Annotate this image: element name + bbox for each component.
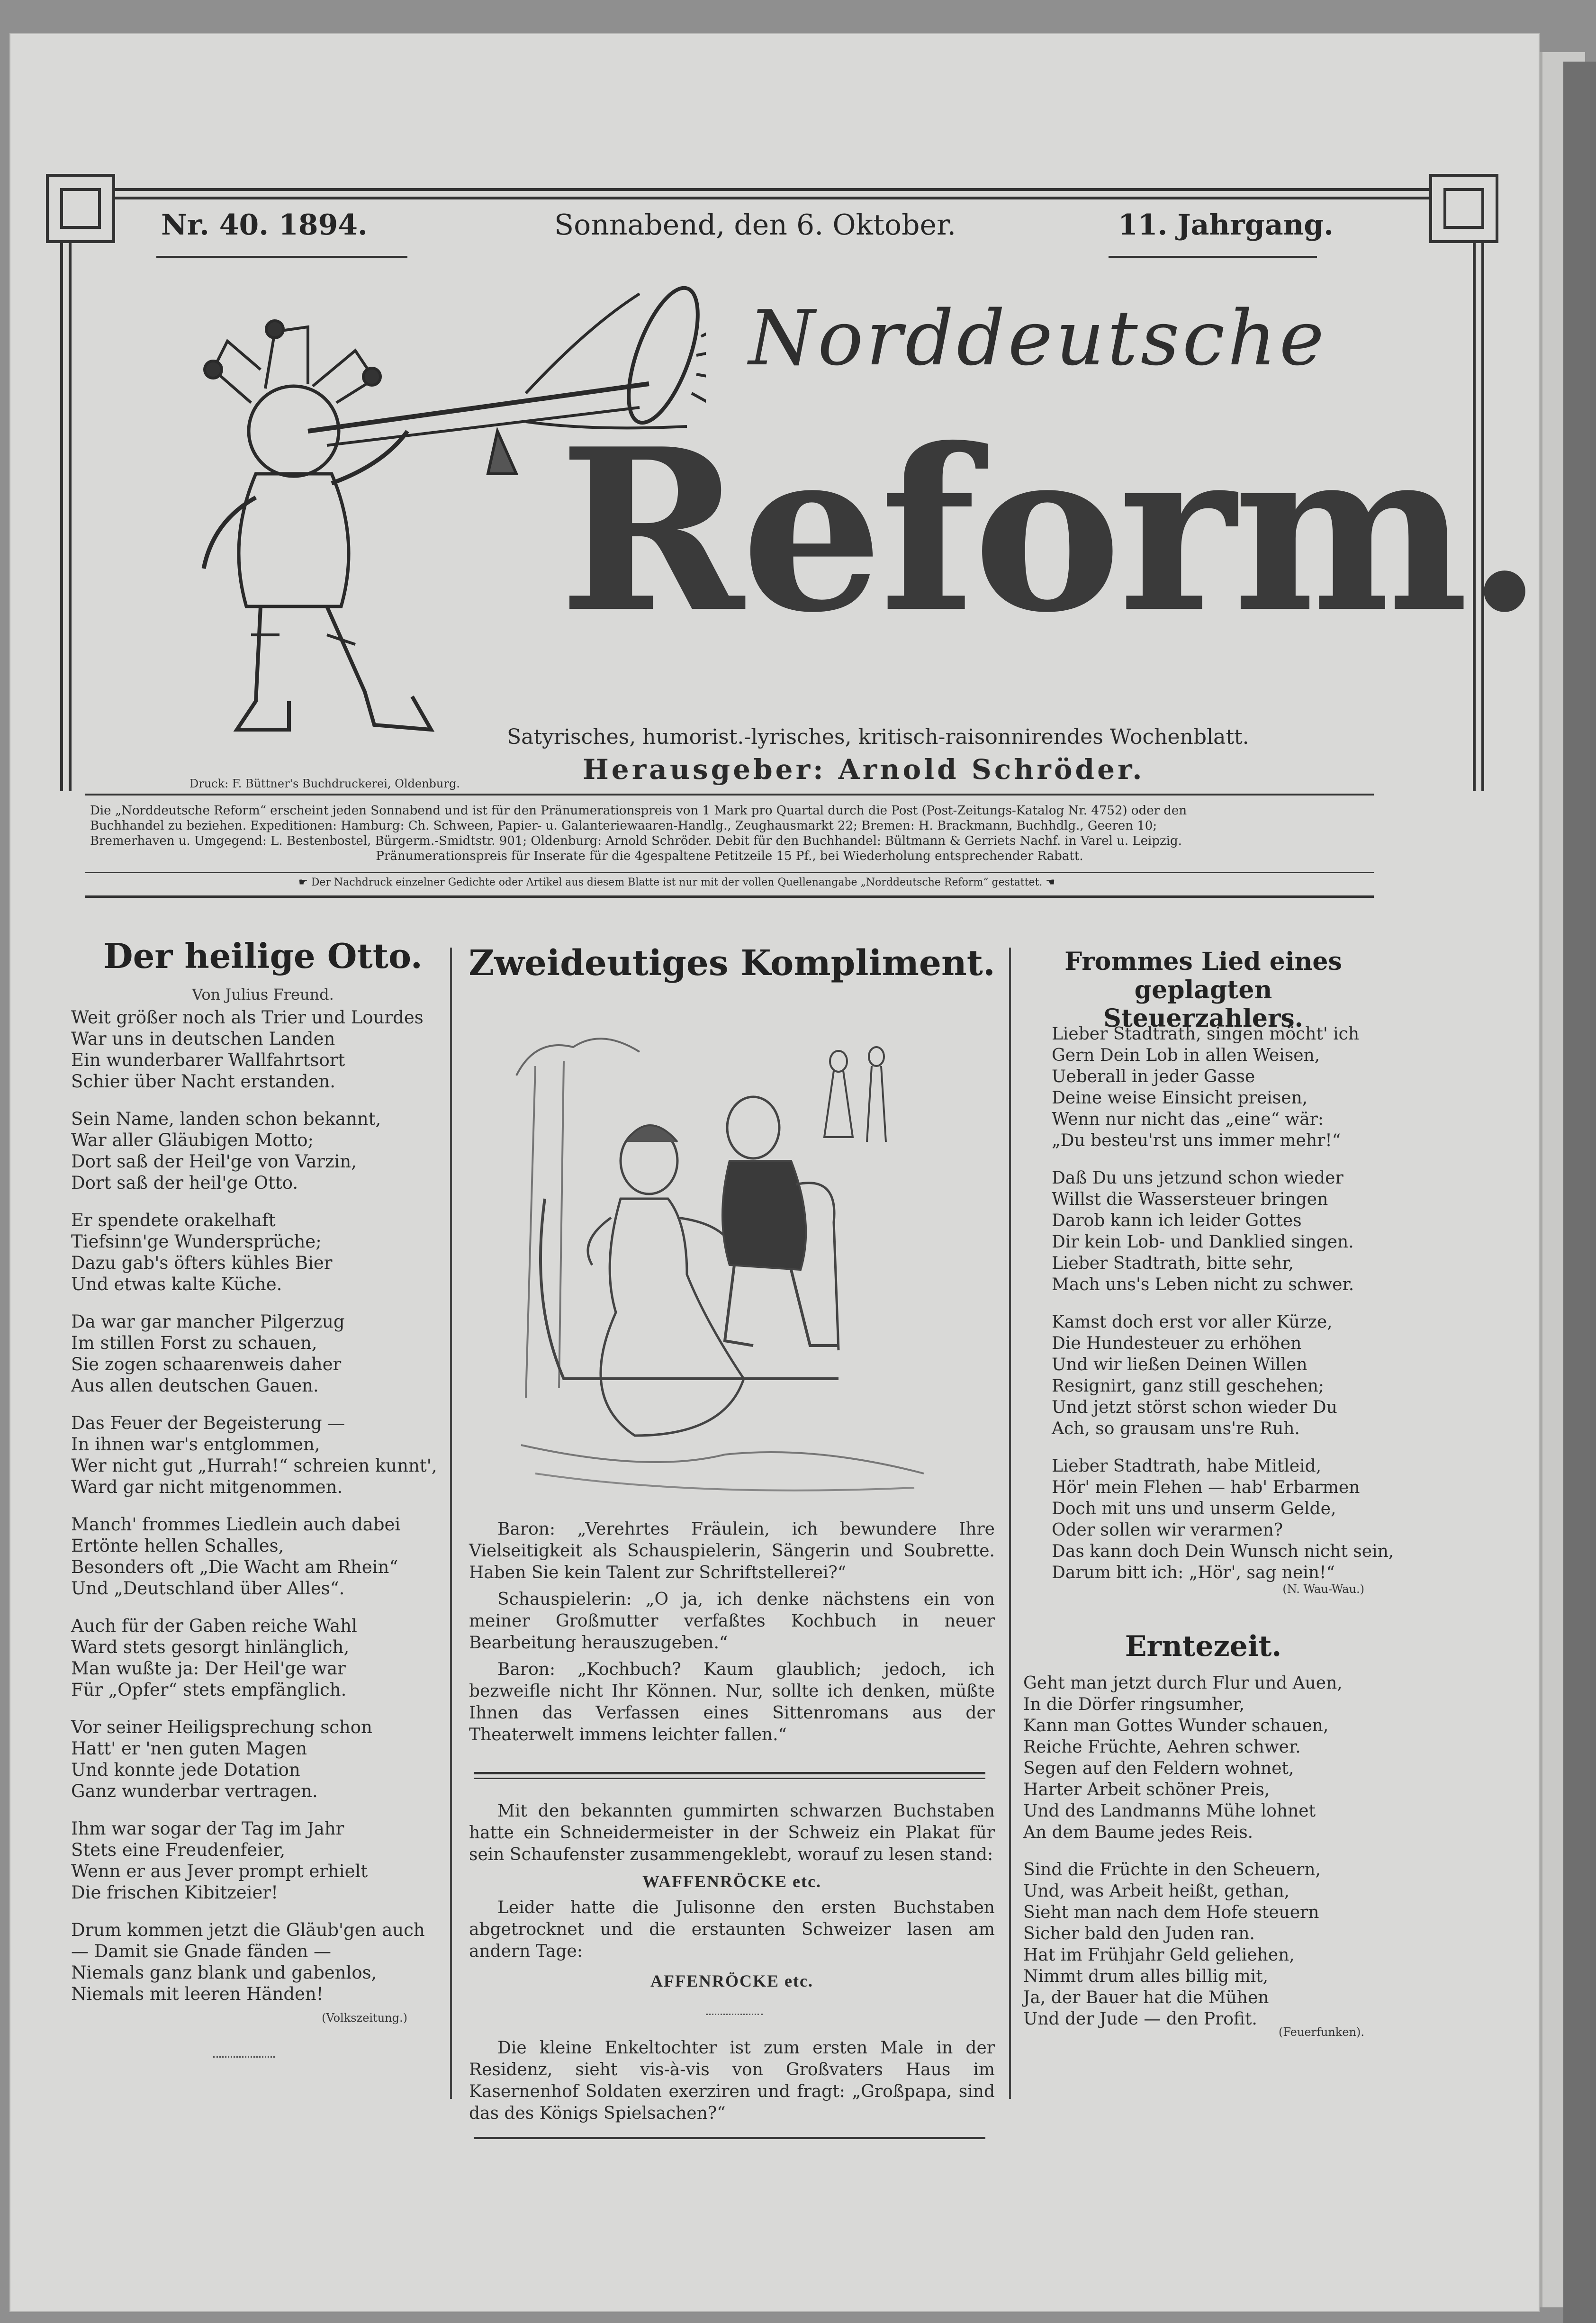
printer-credit: Druck: F. Büttner's Buchdruckerei, Oldenburg.: [189, 777, 460, 790]
poem-line: Oder sollen wir verarmen?: [1052, 1520, 1283, 1540]
col2-separator-bottom: [474, 2137, 985, 2139]
column-rule-2: [1009, 948, 1011, 2099]
poem-line: War aller Gläubigen Motto;: [71, 1130, 314, 1150]
poem-line: Und jetzt störst schon wieder Du: [1052, 1398, 1337, 1417]
poem-line: Und etwas kalte Küche.: [71, 1274, 282, 1294]
separator-ornament: [706, 2014, 763, 2016]
poem-line: Nimmt drum alles billig mit,: [1023, 1967, 1269, 1986]
poem-line: Und konnte jede Dotation: [71, 1760, 300, 1780]
poem-stanza: [71, 1412, 445, 1498]
title-main: Reform.: [559, 400, 1541, 661]
subscription-notice: [90, 803, 1369, 864]
dialogue-paragraph: Schauspielerin: „O ja, ich denke nächstens ein von meiner Großmutter verfaßtes Kochbuch in neuer Bearbeitung herauszugeben.“: [469, 1590, 995, 1653]
poem-line: — Damit sie Gnade fänden —: [71, 1941, 332, 1961]
poem-line: Ganz wunderbar vertragen.: [71, 1781, 318, 1801]
poem-stanza: [71, 1717, 445, 1802]
volume-underline: [1109, 256, 1317, 258]
poem-line: Für „Opfer“ stets empfänglich.: [71, 1680, 347, 1700]
col3-title: [1019, 948, 1388, 1033]
poem-stanza: [71, 1818, 445, 1903]
poem-line: Schier über Nacht erstanden.: [71, 1071, 336, 1092]
issue-date: Sonnabend, den 6. Oktober.: [554, 208, 956, 242]
poem-line: Wer nicht gut „Hurrah!“ schreien kunnt',: [71, 1455, 437, 1476]
notice-line: Die „Norddeutsche Reform“ erscheint jeden Sonnabend und ist für den Pränumerationspreis von 1 Mark pro Quartal durch die Post (Post-Zeitungs-Katalog Nr. 4752) oder den: [90, 804, 1187, 818]
poem-stanza: [1023, 1672, 1398, 1843]
poem-line: „Du besteu'rst uns immer mehr!“: [1052, 1131, 1341, 1150]
baron-and-actress-illustration: [507, 1019, 947, 1502]
poem-line: Und der Jude — den Profit.: [1023, 2009, 1257, 2029]
poem-line: Lieber Stadtrath, habe Mitleid,: [1052, 1456, 1322, 1476]
poem-line: Die Hundesteuer zu erhöhen: [1052, 1334, 1302, 1353]
poem-line: Segen auf den Feldern wohnet,: [1023, 1759, 1294, 1778]
poem-line: Dazu gab's öfters kühles Bier: [71, 1253, 333, 1273]
notice-top-rule: [85, 794, 1374, 795]
poem-line: An dem Baume jedes Reis.: [1023, 1823, 1253, 1842]
col2-title: Zweideutiges Kompliment.: [469, 943, 995, 984]
col3-title-line: Frommes Lied eines geplagten: [1064, 947, 1342, 1004]
poem-line: Aus allen deutschen Gauen.: [71, 1375, 319, 1396]
poem-line: Niemals ganz blank und gabenlos,: [71, 1962, 377, 1983]
poem-line: Lieber Stadtrath, singen möcht' ich: [1052, 1024, 1360, 1044]
col2-anecdote-2: [469, 2037, 995, 2129]
poem-line: Sein Name, landen schon bekannt,: [71, 1109, 381, 1129]
editor: Herausgeber: Arnold Schröder.: [583, 753, 1145, 786]
poem-line: Ward stets gesorgt hinlänglich,: [71, 1637, 350, 1657]
poem-stanza: [71, 1311, 445, 1396]
poem-stanza: [1052, 1311, 1402, 1439]
poem-line: Und wir ließen Deinen Willen: [1052, 1355, 1307, 1374]
poem-line: Vor seiner Heiligsprechung schon: [71, 1717, 372, 1737]
notice-line: Pränumerationspreis für Inserate für die 4gespaltene Petitzeile 15 Pf., bei Wiederholung entsprechender Rabatt.: [376, 849, 1083, 863]
poem-stanza: [71, 1615, 445, 1700]
col3-title-line: Steuerzahlers.: [1103, 1004, 1303, 1033]
poem-line: Er spendete orakelhaft: [71, 1210, 276, 1230]
column-rule-1: [450, 948, 452, 2099]
poem-line: War uns in deutschen Landen: [71, 1029, 335, 1049]
poem-line: Das Feuer der Begeisterung —: [71, 1413, 345, 1433]
anecdote-paragraph: Die kleine Enkeltochter ist zum ersten Male in der Residenz, sieht vis-à-vis von Großvaters Haus im Kasernenhof Soldaten exerziren und fragt: „Großpapa, sind das des Königs Spielsachen?“: [469, 2038, 995, 2123]
reprint-text: Der Nachdruck einzelner Gedichte oder Artikel aus diesem Blatte ist nur mit der vollen Quellenangabe „Norddeutsche Reform“ gestattet.: [311, 877, 1043, 888]
subtitle: Satyrisches, humorist.-lyrisches, kritisch-raisonnirendes Wochenblatt.: [507, 725, 1249, 749]
anecdote-paragraph: Leider hatte die Julisonne den ersten Buchstaben abgetrocknet und die erstaunten Schweizer lasen am andern Tage:: [469, 1898, 995, 1961]
poem-line: Das kann doch Dein Wunsch nicht sein,: [1052, 1542, 1394, 1561]
poem-line: Kann man Gottes Wunder schauen,: [1023, 1716, 1329, 1735]
hand-pointer-icon: ☚: [1042, 877, 1055, 888]
poem-line: Daß Du uns jetzund schon wieder: [1052, 1168, 1344, 1188]
poem-line: Mach uns's Leben nicht zu schwer.: [1052, 1275, 1354, 1294]
poem-line: Wenn er aus Jever prompt erhielt: [71, 1861, 368, 1881]
poem-line: Dort saß der heil'ge Otto.: [71, 1173, 298, 1193]
poem-line: Willst die Wassersteuer bringen: [1052, 1190, 1328, 1209]
poem-stanza: [1052, 1167, 1402, 1295]
poem-line: Ertönte hellen Schalles,: [71, 1536, 284, 1556]
poem-line: Dir kein Lob- und Danklied singen.: [1052, 1232, 1354, 1252]
volume: 11. Jahrgang.: [1118, 208, 1334, 242]
poem-stanza: [71, 1108, 445, 1193]
shop-sign: AFFENRÖCKE etc.: [650, 1971, 813, 1990]
issue-underline: [156, 256, 407, 258]
poem-stanza: [1052, 1023, 1402, 1151]
poem-line: Lieber Stadtrath, bitte sehr,: [1052, 1254, 1294, 1273]
shop-sign: WAFFENRÖCKE etc.: [642, 1872, 821, 1891]
poem-line: In ihnen war's entglommen,: [71, 1434, 320, 1455]
scan-margin: [1563, 62, 1596, 2323]
col1-poem: [71, 1007, 445, 2021]
notice-mid-rule: [85, 872, 1374, 873]
poem-line: Ueberall in jeder Gasse: [1052, 1067, 1255, 1086]
issue-number: Nr. 40. 1894.: [161, 208, 368, 242]
poem-stanza: [71, 1919, 445, 2005]
poem-line: Darum bitt ich: „Hör', sag nein!“: [1052, 1563, 1335, 1582]
poem-line: Und „Deutschland über Alles“.: [71, 1578, 345, 1599]
poem-stanza: [71, 1514, 445, 1599]
dialogue-paragraph: Baron: „Verehrtes Fräulein, ich bewundere Ihre Vielseitigkeit als Schauspielerin, Sängerin und Soubrette. Haben Sie kein Talent zur Schriftstellerei?“: [469, 1519, 995, 1582]
poem-line: Ihm war sogar der Tag im Jahr: [71, 1818, 344, 1839]
poem-stanza: [1052, 1455, 1402, 1583]
poem-stanza: [1023, 1859, 1398, 2030]
poem-line: Man wußte ja: Der Heil'ge war: [71, 1658, 346, 1679]
poem-line: Dort saß der Heil'ge von Varzin,: [71, 1151, 357, 1172]
poem-line: Ward gar nicht mitgenommen.: [71, 1477, 343, 1497]
poem-line: Ja, der Bauer hat die Mühen: [1023, 1988, 1269, 2007]
poem-line: Ach, so grausam uns're Ruh.: [1052, 1419, 1300, 1438]
poem-line: Auch für der Gaben reiche Wahl: [71, 1616, 357, 1636]
poem-line: Drum kommen jetzt die Gläub'gen auch: [71, 1920, 425, 1940]
poem-line: Gern Dein Lob in allen Weisen,: [1052, 1046, 1320, 1065]
col3-title-2: Erntezeit.: [1125, 1630, 1282, 1663]
col3-source-1: (N. Wau-Wau.): [1282, 1582, 1364, 1596]
notice-line: Buchhandel zu beziehen. Expeditionen: Hamburg: Ch. Schween, Papier- u. Galanteriewaaren-Handlg., Zeughausmarkt 22; Bremen: H. Brackmann, Buchhdlg., Geeren 10;: [90, 819, 1157, 833]
poem-line: Da war gar mancher Pilgerzug: [71, 1311, 345, 1332]
col1-author: Von Julius Freund.: [192, 985, 334, 1003]
poem-line: Deine weise Einsicht preisen,: [1052, 1088, 1308, 1108]
poem-line: Ein wunderbarer Wallfahrtsort: [71, 1050, 345, 1070]
poem-line: Im stillen Forst zu schauen,: [71, 1333, 317, 1353]
col2-separator-top-thin: [474, 1778, 985, 1779]
reprint-notice: [298, 877, 1055, 888]
poem-line: In die Dörfer ringsumher,: [1023, 1695, 1245, 1714]
poem-line: Reiche Früchte, Aehren schwer.: [1023, 1737, 1301, 1757]
col3-poem: [1052, 1023, 1402, 1600]
col2-anecdote-1: [469, 1800, 995, 1997]
poem-line: Darob kann ich leider Gottes: [1052, 1211, 1302, 1230]
poem-line: Hat im Frühjahr Geld geliehen,: [1023, 1945, 1295, 1965]
hand-pointer-icon: ☛: [298, 877, 311, 888]
poem-line: Niemals mit leeren Händen!: [71, 1984, 324, 2004]
separator-ornament: [213, 2056, 275, 2059]
poem-line: Besonders oft „Die Wacht am Rhein“: [71, 1557, 398, 1577]
title-top: Norddeutsche: [748, 294, 1327, 382]
poem-line: Sieht man nach dem Hofe steuern: [1023, 1903, 1319, 1922]
poem-line: Harter Arbeit schöner Preis,: [1023, 1780, 1270, 1799]
poem-line: Geht man jetzt durch Flur und Auen,: [1023, 1673, 1343, 1693]
notice-line: Bremerhaven u. Umgegend: L. Bestenbostel, Bürgerm.-Smidtstr. 901; Oldenburg: Arnold Schröder. Debit für den Buchhandel: Bültmann & Gerriets Nachf. in Varel u. Leipzig.: [90, 834, 1182, 848]
anecdote-paragraph: Mit den bekannten gummirten schwarzen Buchstaben hatte ein Schneidermeister in der Schweiz ein Plakat für sein Schaufenster zusammengeklebt, worauf zu lesen stand:: [469, 1801, 995, 1864]
dialogue-paragraph: Baron: „Kochbuch? Kaum glaublich; jedoch, ich bezweifle nicht Ihr Können. Nur, sollte ich denken, müßte Ihnen das Verfassen eines Sittenromans aus der Theaterwelt immens leichter fallen.“: [469, 1660, 995, 1745]
col1-source: (Volkszeitung.): [322, 2011, 407, 2025]
poem-line: Und des Landmanns Mühe lohnet: [1023, 1801, 1316, 1821]
notice-bottom-rule: [85, 895, 1374, 898]
col2-dialogue: [469, 1519, 995, 1751]
poem-line: Weit größer noch als Trier und Lourdes: [71, 1007, 424, 1028]
poem-line: Hatt' er 'nen guten Magen: [71, 1738, 307, 1759]
poem-line: Manch' frommes Liedlein auch dabei: [71, 1514, 401, 1535]
poem-line: Die frischen Kibitzeier!: [71, 1882, 278, 1903]
poem-line: Tiefsinn'ge Wundersprüche;: [71, 1231, 322, 1252]
poem-line: Sie zogen schaarenweis daher: [71, 1354, 342, 1374]
poem-stanza: [71, 1210, 445, 1295]
col1-title: Der heilige Otto.: [103, 936, 423, 976]
poem-line: Und, was Arbeit heißt, gethan,: [1023, 1881, 1290, 1901]
col3-source-2: (Feuerfunken).: [1278, 2025, 1364, 2039]
poem-line: Kamst doch erst vor aller Kürze,: [1052, 1312, 1333, 1332]
col3-poem-2: [1023, 1672, 1398, 2046]
poem-stanza: [71, 1007, 445, 1092]
poem-line: Sind die Früchte in den Scheuern,: [1023, 1860, 1321, 1880]
poem-line: Resignirt, ganz still geschehen;: [1052, 1376, 1325, 1396]
col2-separator-top: [474, 1772, 985, 1774]
poem-line: Doch mit uns und unserm Gelde,: [1052, 1499, 1336, 1519]
poem-line: Sicher bald den Juden ran.: [1023, 1924, 1255, 1943]
poem-line: Stets eine Freudenfeier,: [71, 1840, 286, 1860]
poem-line: Hör' mein Flehen — hab' Erbarmen: [1052, 1478, 1360, 1497]
poem-line: Wenn nur nicht das „eine“ wär:: [1052, 1110, 1324, 1129]
